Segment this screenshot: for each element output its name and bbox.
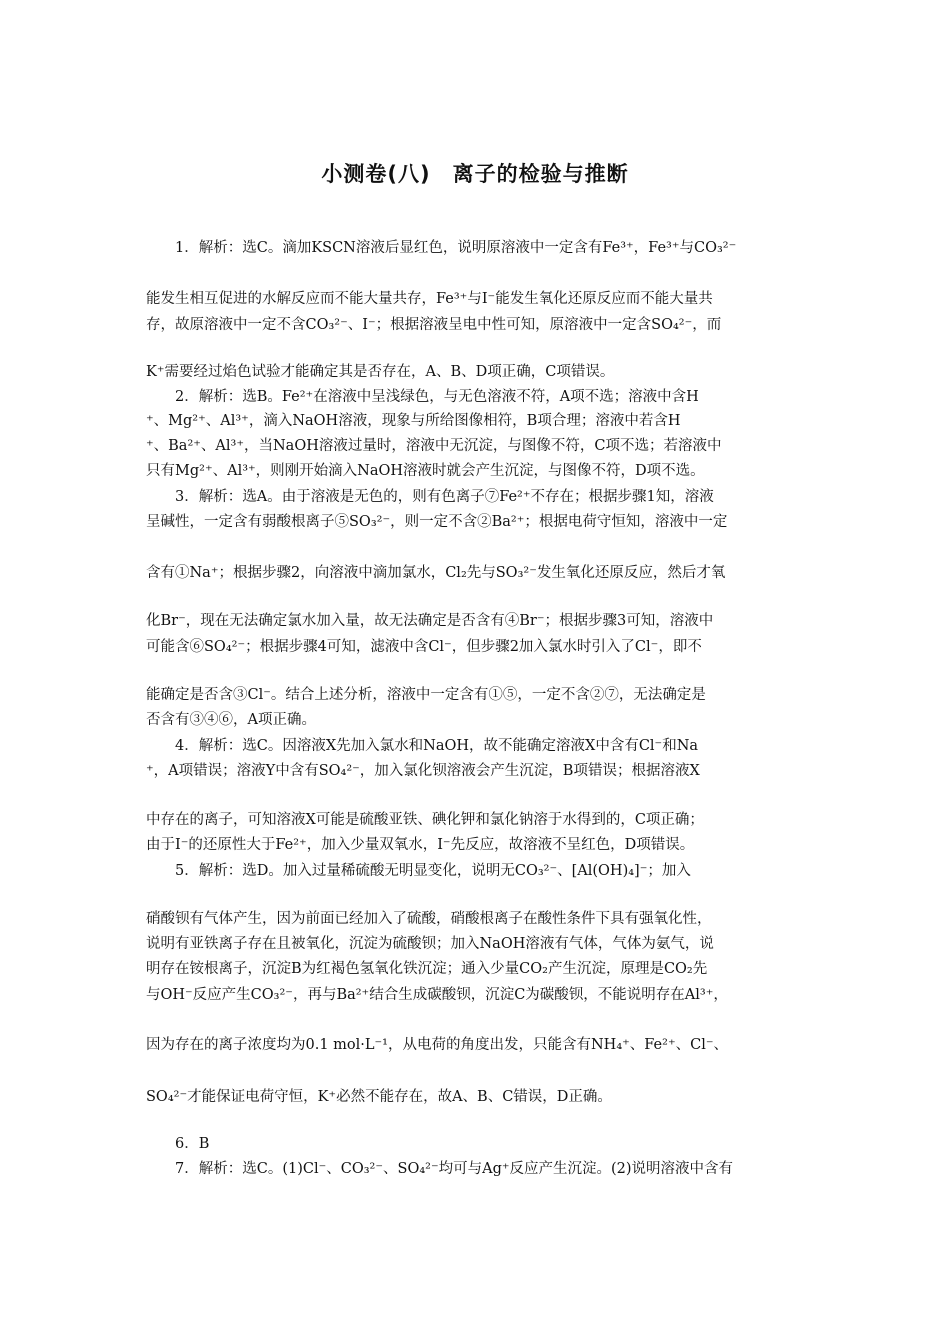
text-line: 由于I⁻的还原性大于Fe²⁺，加入少量双氧水，I⁻先反应，故溶液不呈红色，D项错误。 (146, 837, 695, 853)
text-line: 可能含⑥SO₄²⁻；根据步骤4可知，滤液中含Cl⁻，但步骤2加入氯水时引入了Cl⁻，即不 (146, 639, 702, 655)
text-line: K⁺需要经过焰色试验才能确定其是否存在，A、B、D项正确，C项错误。 (146, 364, 615, 380)
text-line: 存，故原溶液中一定不含CO₃²⁻、I⁻；根据溶液呈电中性可知，原溶液中一定含SO₄²⁻，而 (146, 317, 722, 333)
text-line: 与OH⁻反应产生CO₃²⁻，再与Ba²⁺结合生成碳酸钡，沉淀C为碳酸钡，不能说明存在Al³⁺， (146, 987, 728, 1003)
text-line: 7．解析：选C。(1)Cl⁻、CO₃²⁻、SO₄²⁻均可与Ag⁺反应产生沉淀。(2)说明溶液中含有 (175, 1161, 734, 1177)
text-line: 6．B (175, 1136, 210, 1152)
text-line: 3．解析：选A。由于溶液是无色的，则有色离子⑦Fe²⁺不存在；根据步骤1知，溶液 (175, 489, 714, 505)
text-line: SO₄²⁻才能保证电荷守恒，K⁺必然不能存在，故A、B、C错误，D正确。 (146, 1089, 612, 1105)
text-line: ⁺、Ba²⁺、Al³⁺，当NaOH溶液过量时，溶液中无沉淀，与图像不符，C项不选；若溶液中 (146, 438, 722, 454)
page-title: 小测卷(八) 离子的检验与推断 (321, 162, 629, 186)
text-line: 4．解析：选C。因溶液X先加入氯水和NaOH，故不能确定溶液X中含有Cl⁻和Na (175, 738, 699, 754)
text-line: 只有Mg²⁺、Al³⁺，则刚开始滴入NaOH溶液时就会产生沉淀，与图像不符，D项不选。 (146, 463, 705, 479)
text-line: 因为存在的离子浓度均为0.1 mol·L⁻¹，从电荷的角度出发，只能含有NH₄⁺、Fe²⁺、Cl⁻、 (146, 1037, 728, 1053)
text-line: 说明有亚铁离子存在且被氧化，沉淀为硫酸钡；加入NaOH溶液有气体，气体为氨气，说 (146, 936, 714, 952)
text-line: 否含有③④⑥，A项正确。 (146, 712, 316, 728)
text-line: 能发生相互促进的水解反应而不能大量共存，Fe³⁺与I⁻能发生氧化还原反应而不能大量共 (146, 291, 713, 307)
text-line: 2．解析：选B。Fe²⁺在溶液中呈浅绿色，与无色溶液不符，A项不选；溶液中含H (175, 389, 699, 405)
text-line: 5．解析：选D。加入过量稀硫酸无明显变化，说明无CO₃²⁻、[Al(OH)₄]⁻；加入 (175, 863, 691, 879)
text-line: ⁺，A项错误；溶液Y中含有SO₄²⁻，加入氯化钡溶液会产生沉淀，B项错误；根据溶液X (146, 763, 700, 779)
text-line: 含有①Na⁺；根据步骤2，向溶液中滴加氯水，Cl₂先与SO₃²⁻发生氧化还原反应，然后才氧 (146, 565, 726, 581)
text-line: 中存在的离子，可知溶液X可能是硫酸亚铁、碘化钾和氯化钠溶于水得到的，C项正确； (146, 812, 704, 828)
text-line: 化Br⁻，现在无法确定氯水加入量，故无法确定是否含有④Br⁻；根据步骤3可知，溶液中 (146, 613, 714, 629)
text-line: 明存在铵根离子，沉淀B为红褐色氢氧化铁沉淀；通入少量CO₂产生沉淀，原理是CO₂先 (146, 961, 708, 977)
text-line: 能确定是否含③Cl⁻。结合上述分析，溶液中一定含有①⑤，一定不含②⑦，无法确定是 (146, 687, 706, 703)
text-line: 1．解析：选C。滴加KSCN溶液后显红色，说明原溶液中一定含有Fe³⁺，Fe³⁺与CO₃²⁻ (175, 240, 737, 256)
text-line: 呈碱性，一定含有弱酸根离子⑤SO₃²⁻，则一定不含②Ba²⁺；根据电荷守恒知，溶液中一定 (146, 514, 728, 530)
text-line: 硝酸钡有气体产生，因为前面已经加入了硫酸，硝酸根离子在酸性条件下具有强氧化性， (146, 911, 712, 927)
text-line: ⁺、Mg²⁺、Al³⁺，滴入NaOH溶液，现象与所给图像相符，B项合理；溶液中若含H (146, 413, 681, 429)
